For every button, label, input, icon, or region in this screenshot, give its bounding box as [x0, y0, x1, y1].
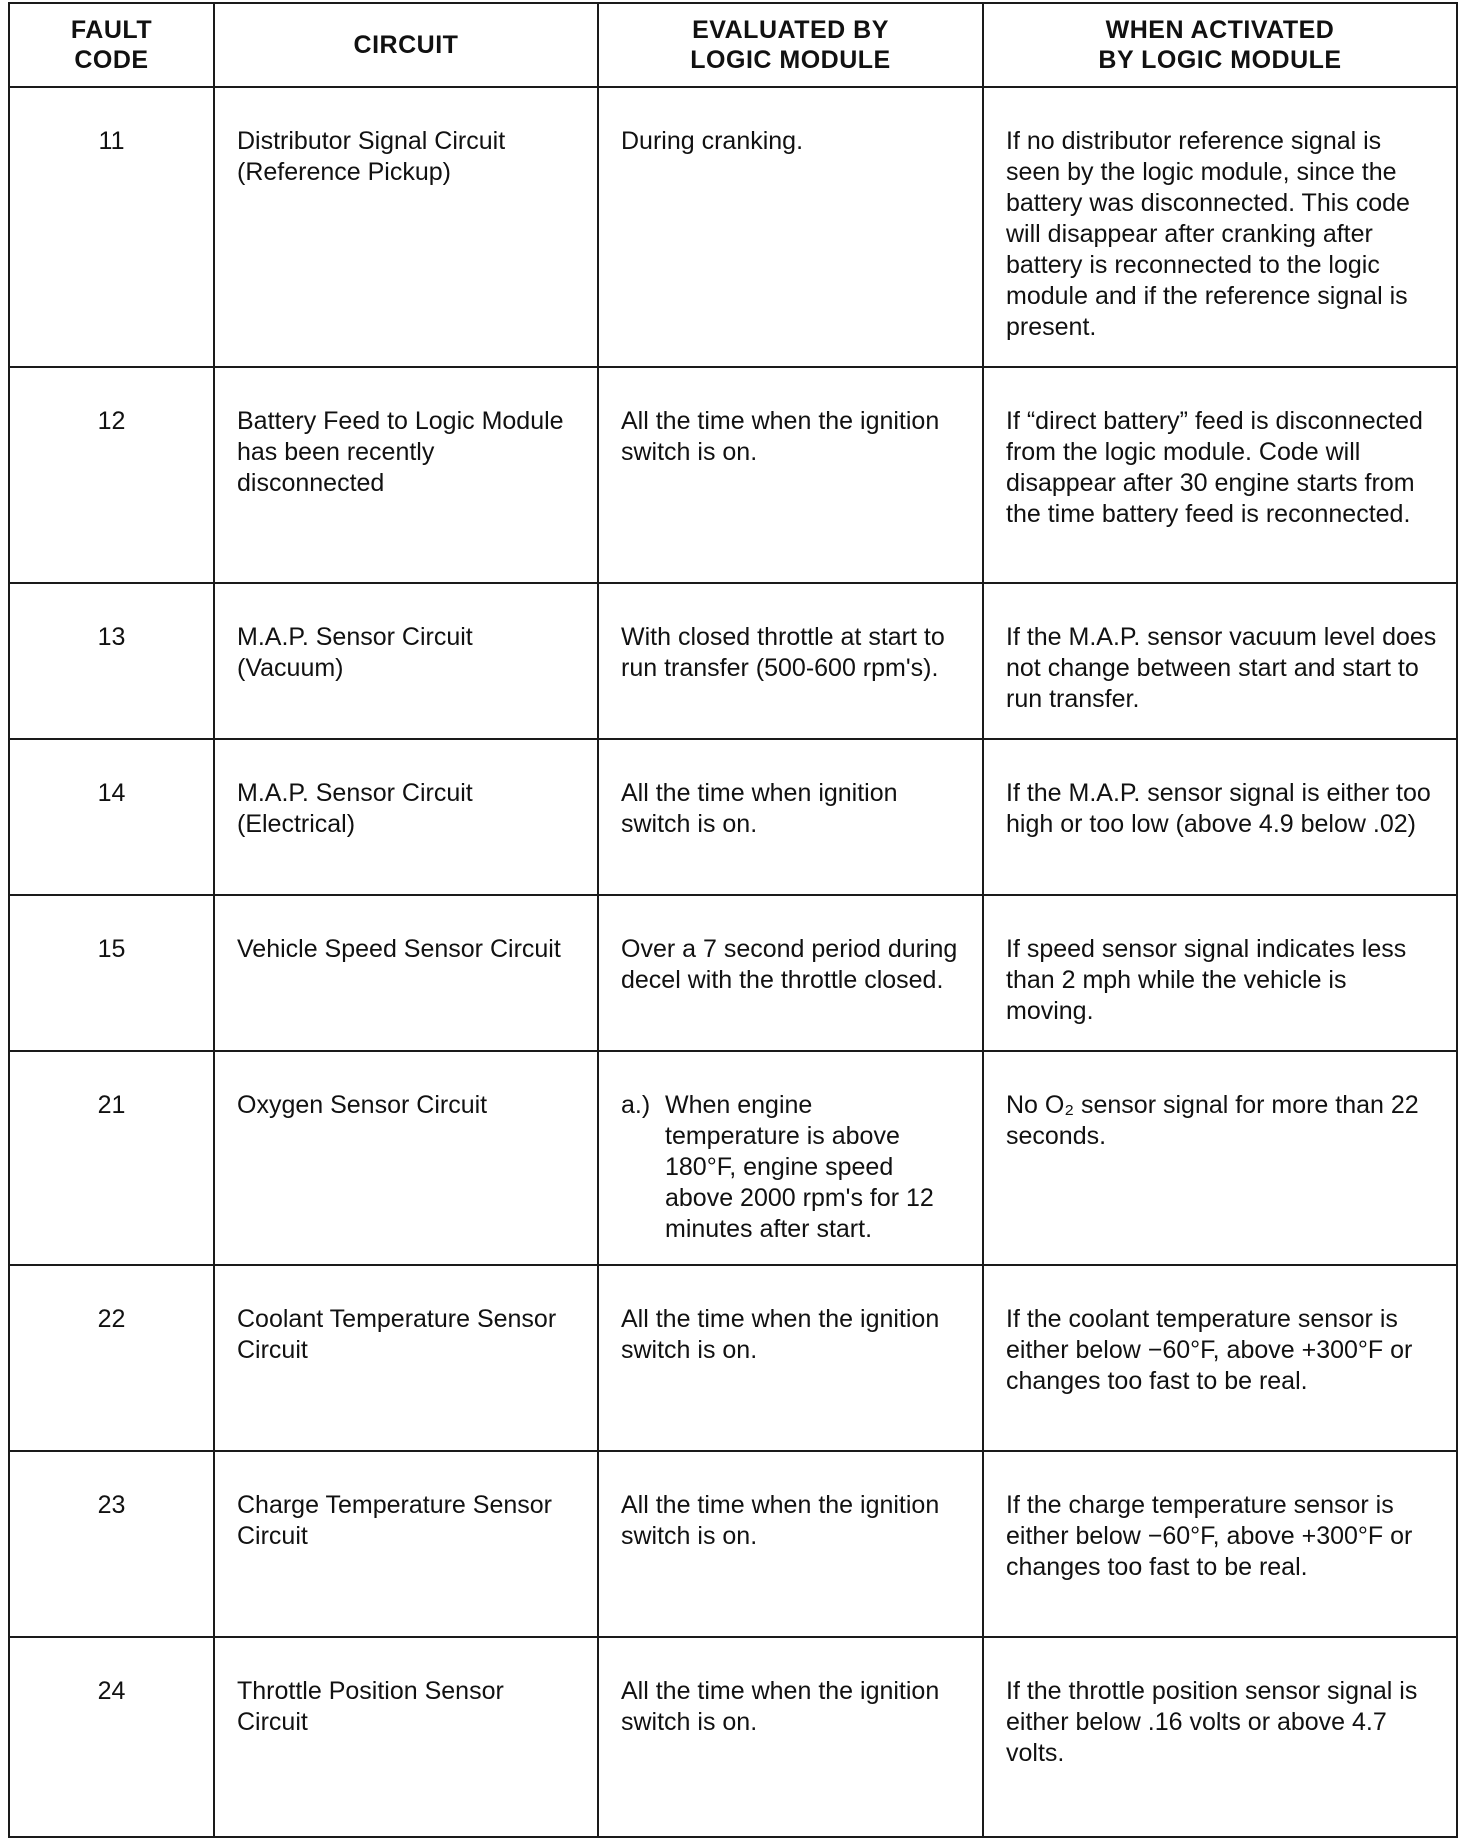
table-row	[9, 1265, 1457, 1451]
header-circuit: CIRCUIT	[214, 3, 598, 87]
evaluated-cell: All the time when the ignition switch is on.	[598, 1637, 983, 1837]
evaluated-item-label: a.)	[621, 1091, 651, 1119]
evaluated-cell: All the time when the ignition switch is on.	[598, 1451, 983, 1637]
header-fault-code	[9, 3, 214, 87]
header-fault-code-line-1: FAULT	[70, 16, 153, 44]
fault-code-cell: 22	[9, 1265, 214, 1451]
circuit-cell: Vehicle Speed Sensor Circuit	[214, 895, 598, 1051]
fault-code-cell: 23	[9, 1451, 214, 1637]
fault-code-cell: 21	[9, 1051, 214, 1265]
activated-cell: If the throttle position sensor signal is either below .16 volts or above 4.7 volts.	[983, 1637, 1457, 1837]
circuit-cell: Distributor Signal Circuit (Reference Pickup)	[214, 87, 598, 367]
header-activated-line-1: WHEN ACTIVATED	[1105, 16, 1335, 44]
circuit-cell: M.A.P. Sensor Circuit (Vacuum)	[214, 583, 598, 739]
fault-code-table	[8, 2, 1458, 1838]
activated-cell: If no distributor reference signal is seen by the logic module, since the battery was disconnected. This code will disappear after cranking after battery is reconnected to the logic module and if the reference signal is present.	[983, 87, 1457, 367]
evaluated-cell: Over a 7 second period during decel with the throttle closed.	[598, 895, 983, 1051]
activated-cell: If the M.A.P. sensor signal is either too high or too low (above 4.9 below .02)	[983, 739, 1457, 895]
header-evaluated-line-2: LOGIC MODULE	[690, 46, 891, 74]
activated-cell: If “direct battery” feed is disconnected from the logic module. Code will disappear after 30 engine starts from the time battery feed is reconnected.	[983, 367, 1457, 583]
header-activated	[983, 3, 1457, 87]
circuit-cell: Coolant Temperature Sensor Circuit	[214, 1265, 598, 1451]
activated-cell: If the coolant temperature sensor is either below −60°F, above +300°F or changes too fast to be real.	[983, 1265, 1457, 1451]
table-row	[9, 1637, 1457, 1837]
fault-code-cell: 24	[9, 1637, 214, 1837]
circuit-cell: Oxygen Sensor Circuit	[214, 1051, 598, 1265]
evaluated-cell: During cranking.	[598, 87, 983, 367]
evaluated-cell: All the time when ignition switch is on.	[598, 739, 983, 895]
activated-cell: If the M.A.P. sensor vacuum level does not change between start and start to run transfer.	[983, 583, 1457, 739]
header-fault-code-line-2: CODE	[74, 46, 149, 74]
table-row	[9, 87, 1457, 367]
fault-code-cell: 13	[9, 583, 214, 739]
circuit-cell: M.A.P. Sensor Circuit (Electrical)	[214, 739, 598, 895]
fault-code-cell: 12	[9, 367, 214, 583]
evaluated-cell: With closed throttle at start to run transfer (500-600 rpm's).	[598, 583, 983, 739]
header-evaluated	[598, 3, 983, 87]
header-evaluated-line-1: EVALUATED BY	[692, 16, 889, 44]
evaluated-cell: All the time when the ignition switch is on.	[598, 367, 983, 583]
table-row	[9, 583, 1457, 739]
fault-code-cell: 11	[9, 87, 214, 367]
activated-cell: If speed sensor signal indicates less than 2 mph while the vehicle is moving.	[983, 895, 1457, 1051]
activated-cell: If the charge temperature sensor is either below −60°F, above +300°F or changes too fast to be real.	[983, 1451, 1457, 1637]
fault-code-cell: 15	[9, 895, 214, 1051]
table-row	[9, 739, 1457, 895]
header-row	[9, 3, 1457, 87]
evaluated-item-text: When engine temperature is above 180°F, engine speed above 2000 rpm's for 12 minutes after start.	[665, 1091, 934, 1243]
table-row	[9, 895, 1457, 1051]
activated-cell: No O₂ sensor signal for more than 22 seconds.	[983, 1051, 1457, 1265]
header-activated-line-2: BY LOGIC MODULE	[1098, 46, 1342, 74]
evaluated-cell	[598, 1051, 983, 1265]
evaluated-cell: All the time when the ignition switch is on.	[598, 1265, 983, 1451]
circuit-cell: Throttle Position Sensor Circuit	[214, 1637, 598, 1837]
table-row	[9, 1451, 1457, 1637]
circuit-cell: Charge Temperature Sensor Circuit	[214, 1451, 598, 1637]
table-row	[9, 1051, 1457, 1265]
fault-code-cell: 14	[9, 739, 214, 895]
table-row	[9, 367, 1457, 583]
circuit-cell: Battery Feed to Logic Module has been recently disconnected	[214, 367, 598, 583]
